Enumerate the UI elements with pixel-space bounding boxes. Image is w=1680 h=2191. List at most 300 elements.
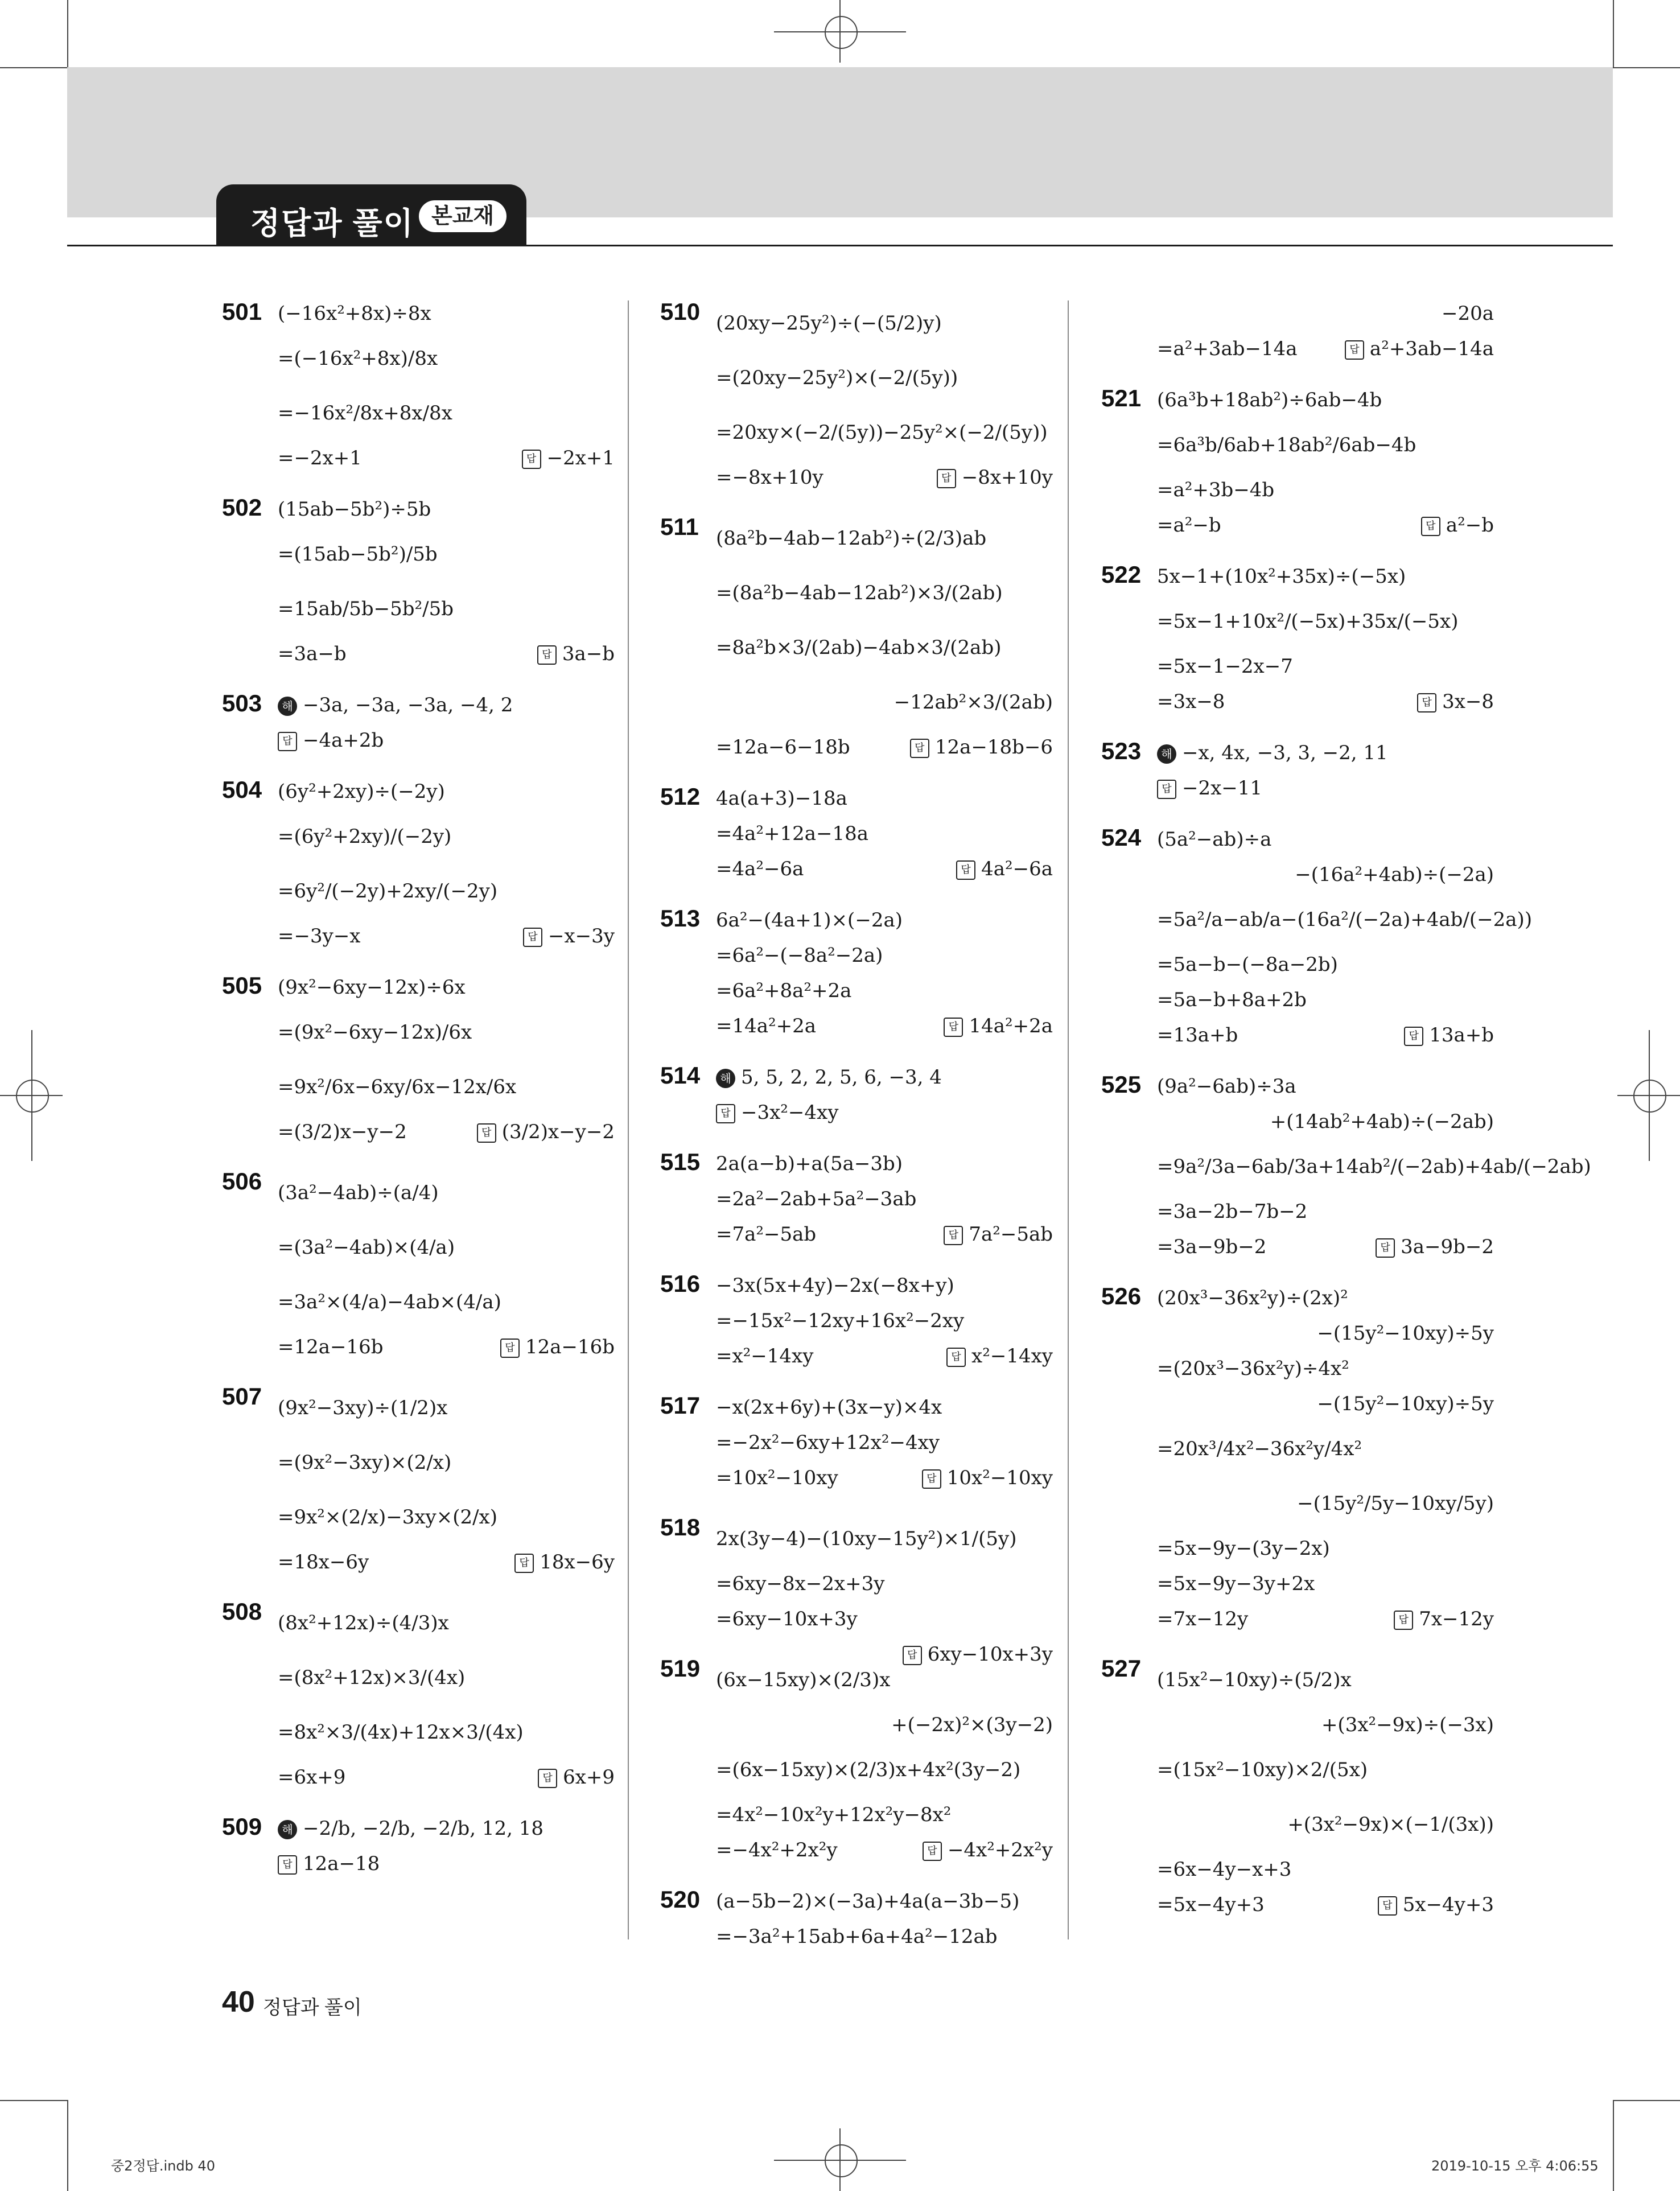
solution-line (278, 582, 615, 636)
solution-lines (660, 1884, 1053, 1954)
answer-icon: 답 (1345, 340, 1364, 360)
final-answer (1394, 1601, 1494, 1637)
solution-lines (222, 970, 615, 1150)
solution-step: (5a²−ab)÷a (1157, 828, 1272, 851)
problem (1101, 735, 1494, 806)
solution-step: =x²−14xy (716, 1345, 814, 1368)
solution-step: =−8x+10y (716, 466, 823, 489)
solution-step: =−16x²/8x+8x/8x (278, 402, 452, 425)
answer-text: −8x+10y (961, 466, 1053, 489)
solution-step: =3x−8 (1157, 690, 1225, 713)
solution-line (716, 511, 1053, 566)
answer-text: (3/2)x−y−2 (501, 1121, 615, 1143)
problem-number: 503 (222, 690, 262, 716)
solution-line (278, 1760, 615, 1795)
solution-step: (20xy−25y²)÷(−(5/2)y) (716, 312, 942, 335)
solution-step: =6y²/(−2y)+2xy/(−2y) (278, 880, 498, 903)
solution-lines (222, 1596, 615, 1795)
header-badge: 본교재 (419, 200, 507, 232)
solution-line (1157, 1653, 1494, 1707)
hint-icon: 해 (1157, 744, 1176, 764)
problem (1101, 1653, 1494, 1922)
page-number: 40 (222, 1986, 255, 2019)
solution-line (1157, 1229, 1494, 1265)
solution-line (716, 620, 1053, 675)
solution-step: =−2x+1 (278, 447, 362, 470)
date-info: 2019-10-15 오후 4:06:55 (1431, 2158, 1599, 2174)
solution-line (1157, 1069, 1494, 1104)
solution-line (716, 1268, 1053, 1303)
final-answer (946, 1339, 1053, 1374)
answer-icon: 답 (1157, 780, 1176, 799)
file-info: 중2정답.indb 40 (111, 2158, 215, 2174)
final-answer-line (278, 1846, 615, 1881)
solution-step: 2x(3y−4)−(10xy−15y²)×1/(5y) (716, 1527, 1017, 1550)
hint-line (278, 1811, 615, 1846)
solution-step: =a²+3b−4b (1157, 479, 1275, 501)
page-title: 정답과 풀이 (250, 207, 414, 241)
solution-line (278, 1381, 615, 1435)
solution-step: (15ab−5b²)÷5b (278, 498, 431, 521)
solution-lines (660, 1146, 1053, 1252)
answer-icon: 답 (956, 860, 975, 880)
solution-step: =5x−9y−3y+2x (1157, 1572, 1315, 1595)
solution-step: =(6x−15xy)×(2/3)x+4x²(3y−2) (716, 1758, 1021, 1781)
solution-step: =5x−4y+3 (1157, 1893, 1265, 1916)
solution-step: 5x−1+(10x²+35x)÷(−5x) (1157, 565, 1406, 588)
problem (660, 1884, 1053, 1954)
solution-line (278, 1165, 615, 1220)
solution-line (716, 1425, 1053, 1460)
hint-icon: 해 (278, 1820, 297, 1839)
solution-lines (1101, 735, 1494, 806)
answer-icon: 답 (514, 1554, 534, 1573)
hint-text: 5, 5, 2, 2, 5, 6, −3, 4 (741, 1066, 942, 1089)
hint-line (278, 687, 615, 723)
solution-line (716, 1832, 1053, 1868)
solution-line (716, 1884, 1053, 1919)
final-answer (537, 636, 615, 672)
solution-line (716, 460, 1053, 495)
crop-mark (0, 67, 67, 68)
solution-line (1157, 1316, 1494, 1351)
answer-text: −4x²+2x²y (947, 1839, 1053, 1861)
crop-mark (1613, 2100, 1680, 2101)
problem (222, 1165, 615, 1365)
solution-line (278, 809, 615, 864)
solution-step: =7a²−5ab (716, 1223, 817, 1246)
problem-number: 522 (1101, 561, 1142, 588)
solution-line (1157, 857, 1494, 892)
problem-number: 507 (222, 1383, 262, 1410)
problem (660, 781, 1053, 887)
crop-mark (67, 2100, 68, 2191)
hint-icon: 해 (278, 697, 297, 716)
solution-step: =3a−2b−7b−2 (1157, 1200, 1308, 1223)
answer-text: 7x−12y (1419, 1608, 1494, 1630)
solution-line (278, 440, 615, 476)
solution-line (716, 973, 1053, 1008)
solution-line (1157, 1476, 1494, 1531)
solution-lines (660, 1268, 1053, 1374)
solution-step: =5x−1+10x²/(−5x)+35x/(−5x) (1157, 610, 1459, 633)
solution-step: =15ab/5b−5b²/5b (278, 598, 454, 620)
solution-line (1157, 1386, 1494, 1422)
solution-step: −(15y²−10xy)÷5y (1317, 1322, 1494, 1345)
solution-line (278, 1329, 615, 1365)
solution-line (716, 1566, 1053, 1601)
answer-icon: 답 (1421, 517, 1440, 536)
solution-line (278, 919, 615, 954)
problem-number: 501 (222, 298, 262, 325)
solution-step: =5a−b+8a+2b (1157, 989, 1307, 1011)
solution-step: =3a−9b−2 (1157, 1235, 1267, 1258)
column-divider (1068, 300, 1069, 1939)
solution-line (716, 675, 1053, 730)
answer-text: x²−14xy (971, 1345, 1053, 1368)
solution-step: =−2x²−6xy+12x²−4xy (716, 1431, 940, 1454)
answer-text: 3x−8 (1442, 690, 1494, 713)
solution-line (716, 781, 1053, 816)
final-answer (523, 919, 615, 954)
solution-step: =(−16x²+8x)/8x (278, 347, 438, 370)
answer-text: 10x²−10xy (946, 1467, 1053, 1489)
solution-line (716, 1008, 1053, 1044)
solution-line (1157, 982, 1494, 1018)
solution-line (1157, 331, 1494, 366)
solution-step: =6a³b/6ab+18ab²/6ab−4b (1157, 434, 1417, 456)
solution-line (1157, 1566, 1494, 1601)
solution-line (1157, 296, 1494, 331)
solution-step: −20a (1441, 302, 1494, 325)
problem (222, 970, 615, 1150)
problem (660, 903, 1053, 1044)
problem (222, 296, 615, 476)
solution-lines (222, 1381, 615, 1580)
problem-number: 516 (660, 1270, 701, 1297)
answer-icon: 답 (278, 1855, 297, 1875)
answer-text: 13a+b (1429, 1024, 1494, 1047)
solution-step: (8a²b−4ab−12ab²)÷(2/3)ab (716, 527, 987, 550)
registration-mark (31, 1030, 32, 1161)
solution-line (278, 1705, 615, 1760)
problem (660, 1390, 1053, 1496)
solution-step: =5a−b−(−8a−2b) (1157, 953, 1338, 976)
answer-icon: 답 (944, 1226, 963, 1245)
answer-icon: 답 (903, 1646, 922, 1665)
solution-line (1157, 1018, 1494, 1053)
column-3 (1101, 296, 1591, 1938)
solution-line (278, 386, 615, 440)
answer-icon: 답 (910, 739, 929, 758)
hint-line (716, 1060, 1053, 1095)
answer-icon: 답 (1394, 1611, 1413, 1630)
solution-line (1157, 418, 1494, 472)
crop-mark (1613, 0, 1614, 67)
answer-icon: 답 (522, 450, 541, 469)
solution-step: =10x²−10xy (716, 1467, 838, 1489)
solution-step: −(16a²+4ab)÷(−2a) (1295, 863, 1494, 886)
registration-mark (1649, 1030, 1650, 1161)
solution-lines (222, 687, 615, 758)
answer-icon: 답 (500, 1339, 520, 1358)
solution-step: =5a²/a−ab/a−(16a²/(−2a)+4ab/(−2a)) (1157, 908, 1533, 931)
final-answer (944, 1217, 1053, 1252)
solution-line (716, 351, 1053, 405)
answer-text: 12a−18 (303, 1852, 380, 1875)
solution-step: =14a²+2a (716, 1015, 817, 1037)
solution-step: (6x−15xy)×(2/3)x (716, 1669, 891, 1691)
solution-lines (1101, 1653, 1494, 1922)
problem (660, 1146, 1053, 1252)
solution-line (716, 1743, 1053, 1797)
answer-icon: 답 (922, 1469, 941, 1489)
final-answer-line (716, 1095, 1053, 1130)
solution-line (1157, 1280, 1494, 1316)
crop-mark (1613, 2100, 1614, 2191)
solution-line (278, 527, 615, 582)
problem (222, 492, 615, 672)
solution-line (716, 1512, 1053, 1566)
solution-step: 2a(a−b)+a(5a−3b) (716, 1152, 903, 1175)
answer-icon: 답 (523, 928, 542, 947)
solution-step: =a²+3ab−14a (1157, 337, 1298, 360)
registration-mark (825, 16, 858, 49)
column-1 (222, 296, 615, 1897)
answer-text: 6x+9 (563, 1766, 615, 1789)
final-answer (944, 1008, 1053, 1044)
problem-number: 526 (1101, 1283, 1142, 1309)
problem (660, 1060, 1053, 1130)
solution-step: 4a(a+3)−18a (716, 787, 847, 810)
final-answer (922, 1460, 1053, 1496)
solution-step: +(14ab²+4ab)÷(−2ab) (1270, 1110, 1494, 1133)
solution-line (716, 296, 1053, 351)
problem-number: 514 (660, 1062, 701, 1089)
solution-step: =5x−1−2x−7 (1157, 655, 1293, 678)
solution-step: 6a²−(4a+1)×(−2a) (716, 909, 903, 932)
solution-lines (660, 296, 1053, 495)
solution-line (1157, 1797, 1494, 1852)
solution-line (716, 1181, 1053, 1217)
solution-lines (660, 511, 1053, 765)
solution-line (716, 1217, 1053, 1252)
final-answer (1404, 1018, 1494, 1053)
solution-step: =12a−6−18b (716, 736, 850, 759)
answer-icon: 답 (1404, 1027, 1423, 1046)
answer-text: −2x−11 (1182, 777, 1263, 800)
final-answer-line (278, 723, 615, 758)
registration-mark (825, 2144, 858, 2177)
problem-number: 515 (660, 1148, 701, 1175)
answer-text: 3a−b (562, 643, 615, 665)
problem (222, 774, 615, 954)
problem (660, 1512, 1053, 1666)
solution-line (1157, 472, 1494, 508)
solution-line (1157, 1707, 1494, 1743)
final-answer (500, 1329, 615, 1365)
solution-step: −(15y²−10xy)÷5y (1317, 1393, 1494, 1415)
problem (222, 687, 615, 758)
problem (222, 1596, 615, 1795)
solution-step: =9a²/3a−6ab/3a+14ab²/(−2ab)+4ab/(−2ab) (1157, 1155, 1591, 1178)
column-divider (628, 300, 629, 1939)
problem-number: 519 (660, 1655, 701, 1682)
solution-lines (222, 774, 615, 954)
solution-step: −(15y²/5y−10xy/5y) (1297, 1492, 1494, 1515)
solution-line (716, 1303, 1053, 1339)
solution-line (278, 492, 615, 527)
solution-line (716, 1653, 1053, 1707)
solution-step: −12ab²×3/(2ab) (893, 691, 1053, 714)
solution-line (278, 1596, 615, 1650)
solution-line (1157, 649, 1494, 684)
solution-line (1157, 1104, 1494, 1139)
solution-line (278, 1114, 615, 1150)
solution-line (1157, 559, 1494, 594)
final-answer (937, 460, 1053, 495)
answer-text: 7a²−5ab (969, 1223, 1053, 1246)
solution-line (1157, 382, 1494, 418)
solution-line (716, 1146, 1053, 1181)
solution-step: (20x³−36x²y)÷(2x)² (1157, 1287, 1348, 1309)
solution-line (1157, 594, 1494, 649)
solution-line (716, 816, 1053, 851)
final-answer (538, 1760, 615, 1795)
answer-icon: 답 (944, 1018, 963, 1037)
footer-label: 정답과 풀이 (263, 1997, 362, 2019)
solution-step: (9x²−6xy−12x)÷6x (278, 976, 466, 999)
answer-text: 12a−16b (525, 1336, 615, 1358)
problem-number: 518 (660, 1514, 701, 1541)
solution-line (278, 1275, 615, 1329)
solution-line (1157, 1743, 1494, 1797)
column-2 (660, 296, 1053, 1970)
solution-line (1157, 947, 1494, 982)
final-answer (956, 851, 1053, 887)
crop-mark (1613, 67, 1680, 68)
answer-icon: 답 (937, 469, 956, 488)
solution-line (716, 851, 1053, 887)
solution-step: =−3y−x (278, 925, 361, 948)
problem (660, 1268, 1053, 1374)
answer-icon: 답 (278, 732, 297, 751)
registration-mark (839, 0, 841, 63)
solution-step: =20x³/4x²−36x²y/4x² (1157, 1438, 1362, 1460)
solution-line (278, 864, 615, 919)
solution-step: =9x²/6x−6xy/6x−12x/6x (278, 1076, 517, 1098)
solution-line (1157, 1351, 1494, 1386)
problem-number: 521 (1101, 385, 1142, 411)
problem (222, 1381, 615, 1580)
solution-line (716, 1601, 1053, 1637)
header-rule (67, 245, 1613, 246)
solution-lines (660, 1653, 1053, 1868)
solution-line (278, 1220, 615, 1275)
solution-step: =5x−9y−(3y−2x) (1157, 1537, 1330, 1560)
solution-step: (a−5b−2)×(−3a)+4a(a−3b−5) (716, 1890, 1020, 1913)
problem-number: 512 (660, 783, 701, 810)
problem-number: 524 (1101, 824, 1142, 851)
solution-step: =8x²×3/(4x)+12x×3/(4x) (278, 1721, 524, 1744)
solution-step: =(15ab−5b²)/5b (278, 543, 438, 566)
problem (222, 1811, 615, 1881)
solution-step: (6y²+2xy)÷(−2y) (278, 780, 445, 803)
solution-line (278, 1545, 615, 1580)
solution-line (716, 566, 1053, 620)
solution-lines (660, 1060, 1053, 1130)
solution-step: =2a²−2ab+5a²−3ab (716, 1188, 917, 1210)
solution-step: =6x−4y−x+3 (1157, 1858, 1292, 1881)
solution-line (1157, 1422, 1494, 1476)
final-answer (1376, 1229, 1494, 1265)
solution-step: =(20xy−25y²)×(−2/(5y)) (716, 366, 958, 389)
final-answer (910, 730, 1053, 765)
solution-lines (222, 1165, 615, 1365)
solution-line (278, 1650, 615, 1705)
answer-text: 5x−4y+3 (1402, 1893, 1494, 1916)
solution-line (1157, 892, 1533, 947)
solution-step: =9x²×(2/x)−3xy×(2/x) (278, 1506, 497, 1529)
solution-step: =12a−16b (278, 1336, 384, 1358)
solution-lines (222, 492, 615, 672)
solution-line (716, 1460, 1053, 1496)
solution-step: =(8a²b−4ab−12ab²)×3/(2ab) (716, 582, 1003, 604)
solution-step: (8x²+12x)÷(4/3)x (278, 1612, 449, 1634)
solution-step: −x(2x+6y)+(3x−y)×4x (716, 1396, 942, 1419)
solution-step: =3a−b (278, 643, 347, 665)
solution-lines (1101, 382, 1494, 543)
solution-step: =7x−12y (1157, 1608, 1249, 1630)
answer-text: 3a−9b−2 (1401, 1235, 1494, 1258)
answer-icon: 답 (716, 1104, 735, 1123)
final-answer (1421, 508, 1494, 543)
final-answer-line (1157, 771, 1494, 806)
solution-lines (1101, 1069, 1591, 1265)
solution-line (716, 405, 1053, 460)
answer-text: −3x²−4xy (741, 1101, 839, 1124)
solution-step: =(3a²−4ab)×(4/a) (278, 1236, 455, 1259)
problem-number: 527 (1101, 1655, 1142, 1682)
solution-lines (1101, 1280, 1494, 1637)
solution-lines (1101, 296, 1494, 366)
solution-line (1157, 1139, 1591, 1194)
solution-step: =8a²b×3/(2ab)−4ab×3/(2ab) (716, 636, 1002, 659)
answer-text: 12a−18b−6 (934, 736, 1053, 759)
solution-step: (6a³b+18ab²)÷6ab−4b (1157, 389, 1382, 411)
crop-mark (67, 0, 68, 67)
answer-icon: 답 (477, 1123, 496, 1143)
solution-step: =(6y²+2xy)/(−2y) (278, 825, 452, 848)
solution-line (278, 1060, 615, 1114)
answer-icon: 답 (538, 1769, 557, 1788)
solution-step: =(9x²−3xy)×(2/x) (278, 1451, 452, 1474)
answer-icon: 답 (946, 1348, 966, 1367)
final-answer (477, 1114, 615, 1150)
problem-number: 509 (222, 1813, 262, 1840)
solution-line (716, 1797, 1053, 1832)
solution-line (716, 938, 1053, 973)
answer-text: 18x−6y (540, 1551, 615, 1574)
hint-line (1157, 735, 1494, 771)
answer-text: a²+3ab−14a (1369, 337, 1494, 360)
hint-text: −x, 4x, −3, 3, −2, 11 (1182, 742, 1388, 764)
final-answer (1417, 684, 1494, 719)
answer-icon: 답 (1378, 1896, 1397, 1916)
final-answer (1345, 331, 1494, 366)
problem-number: 506 (222, 1168, 262, 1195)
final-answer (522, 440, 615, 476)
